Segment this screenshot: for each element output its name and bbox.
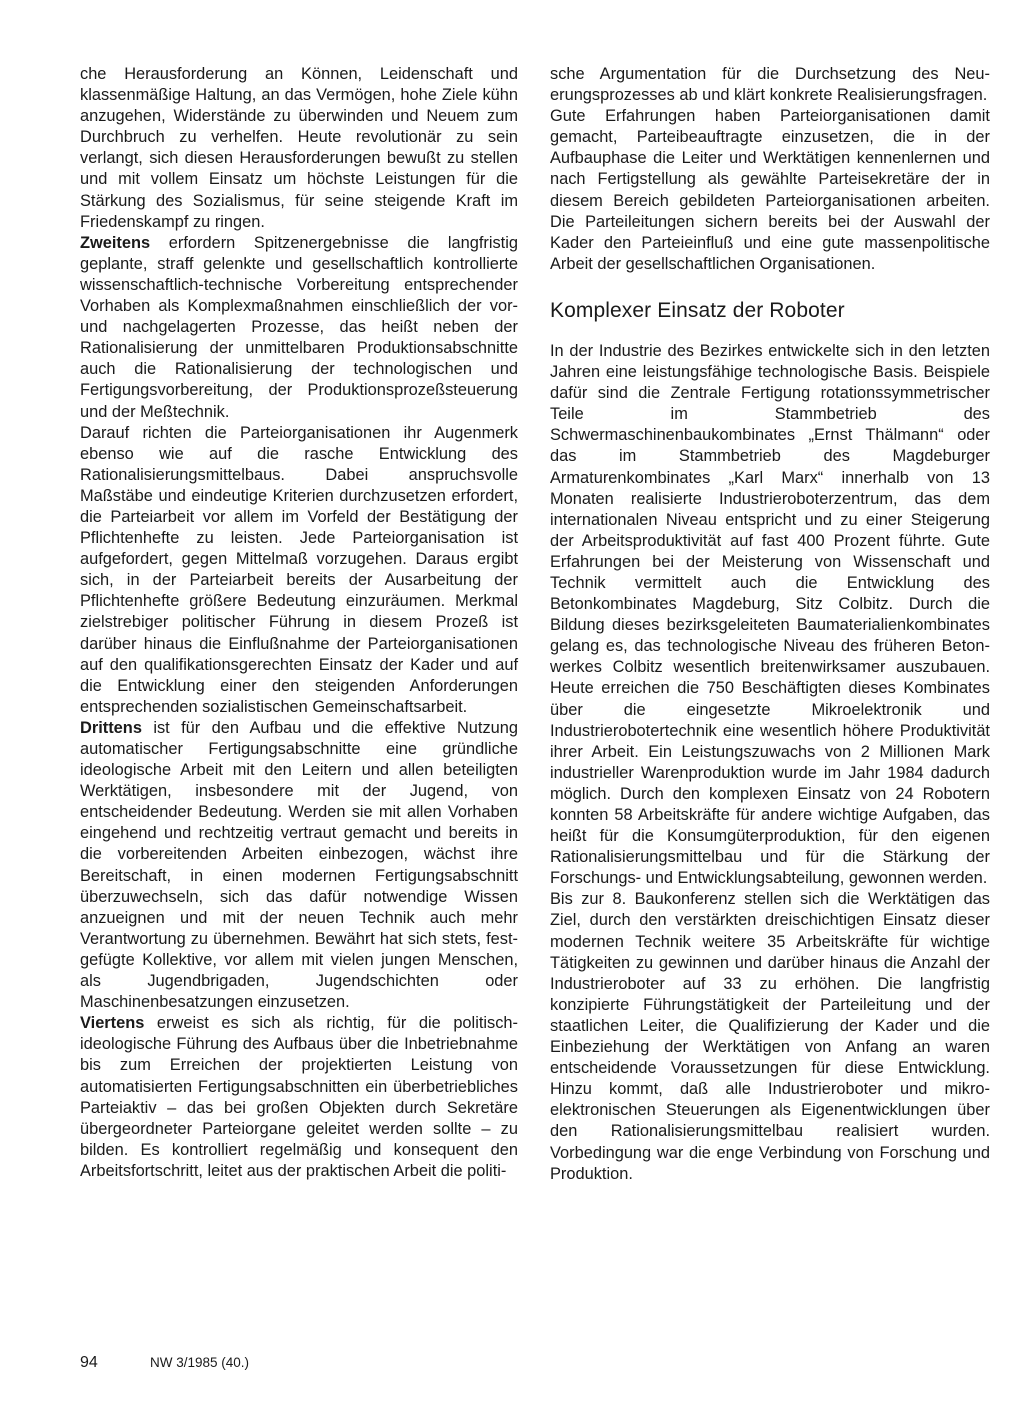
left-paragraph-2-body: erfordern Spitzenergebnisse die langfristig geplante, straff gelenkte und gesellschaftlich kontrollierte wissenschaftlich-technische Vorbereitung entsprechender Vorhaben als Komplexmaßnahmen einschließlich der vor- und nachgelagerten Prozesse, das heißt neben der Rationalisierung der unmittelbaren Produktionsabschnitte auch die Rationalisierung der technologischen und Fertigungsvorbereitung, der Produktionsprozeßsteuerung und der Meßtechnik.	[80, 233, 518, 421]
lead-word-viertens: Viertens	[80, 1014, 145, 1033]
page-number: 94	[80, 1354, 98, 1371]
left-paragraph-5-body: erweist es sich als richtig, für die politisch-ideologische Führung des Aufbaus über die Inbetriebnahme bis zum Erreichen der projektierten Leistung von automatisierten Fertigungsabschnitten ein überbetriebliches Parteiaktiv – das bei großen Objekten durch Sekretäre übergeordneter Parteiorgane geleitet werden sollte – zu bilden. Es kontrolliert regelmäßig und konsequent den Arbeitsfortschritt, leitet aus der praktischen Arbeit die politi-	[80, 1014, 518, 1180]
right-paragraph-3: In der Industrie des Bezirkes entwickelte sich in den letzten Jahren eine leistungsfähige technologische Basis. Beispiele dafür sind die Zentrale Fertigung rotationssymmetrischer Teile im Stammbetrieb des Schwermaschinenbaukombinates „Ernst Thälmann“ oder das im Stammbetrieb des Magdeburger Armaturenkombinates „Karl Marx“ innerhalb von 13 Monaten realisierte Industrieroboterzentrum, das dem internationalen Niveau entspricht und zu einer Steigerung der Arbeitsproduktivität auf fast 400 Prozent führte. Gute Erfahrungen bei der Meisterung von Wissenschaft und Technik vermittelt auch die Entwicklung des Betonkombinates Magdeburg, Sitz Colbitz. Durch die Bildung dieses bezirksgeleiteten Baumaterialienkombinates gelang es, das technologische Niveau des früheren Betonwerkes Colbitz wesentlich breitenwirksamer auszubauen. Heute erreichen die 750 Beschäftigten dieses Kombinates über die eingesetzte Mikroelektronik und Industrierobotertechnik eine wesentlich höhere Produktivität ihrer Arbeit. Ein Leistungszuwachs von 2 Millionen Mark industrieller Warenproduktion wurde im Jahr 1984 dadurch möglich. Durch den komplexen Einsatz von 24 Robotern konnten 58 Arbeitskräfte für andere wichtige Aufgaben, das heißt für die Konsumgüterproduktion, für den eigenen Rationalisierungsmittelbau und für die Stärkung der Forschungs- und Entwicklungsabteilung, gewonnen werden.	[550, 341, 990, 888]
right-column	[550, 64, 990, 1185]
page-footer	[80, 1353, 249, 1373]
section-heading: Komplexer Einsatz der Roboter	[550, 298, 845, 322]
right-paragraph-2: Gute Erfahrungen haben Parteiorganisationen damit gemacht, Parteibeauftragte einzusetzen, die in der Aufbauphase die Leiter und Werktätigen kennenlernen und nach Fertigstellung als gewählte Parteisekretäre der in diesem Bereich gebildeten Parteiorganisationen arbeiten. Die Parteileitungen sichern bereits bei der Auswahl der Kader den Parteieinfluß und eine gute massenpolitische Arbeit der gesellschaftlichen Organisationen.	[550, 107, 990, 273]
left-paragraph-3: Darauf richten die Parteiorganisationen ihr Augenmerk ebenso wie auf die rasche Entwicklung des Rationalisierungsmittelbaus. Dabei anspruchsvolle Maßstäbe und eindeutige Kriterien durchzusetzen erfordert, die Parteiarbeit vor allem im Vorfeld der Bestätigung der Pflichtenhefte zu leisten. Jede Parteiorganisation ist aufgefordert, gegen Mittelmaß vorzugehen. Daraus ergibt sich, in der Parteiarbeit bereits der Ausarbeitung der Pflichtenhefte größere Bedeutung einzuräumen. Merkmal zielstrebiger politischer Führung in diesem Prozeß ist darüber hinaus die Einflußnahme der Parteiorganisationen auf den qualifikationsgerechten Einsatz der Kader und auf die Entwicklung einer den steigenden Anforderungen entsprechenden sozialistischen Gemeinschaftsarbeit.	[80, 423, 518, 716]
left-paragraph-2	[80, 233, 518, 423]
left-paragraph-5	[80, 1013, 518, 1182]
lead-word-drittens: Drittens	[80, 718, 142, 737]
left-column	[80, 64, 518, 1182]
lead-word-zweitens: Zweitens	[80, 233, 151, 252]
issue-label: NW 3/1985 (40.)	[150, 1355, 250, 1370]
left-paragraph-4	[80, 718, 518, 1013]
left-paragraph-4-body: ist für den Aufbau und die effektive Nutzung automatischer Fertigungsabschnitte eine gründliche ideologische Arbeit mit den Leitern und allen beteiligten Werktätigen, insbesondere mit der Jugend, von entscheidender Bedeutung. Werden sie mit allen Vorhaben eingehend und rechtzeitig vertraut gemacht und bereits in die vorbereitenden Arbeiten einbezogen, wächst ihre Bereitschaft, in einen modernen Fertigungsabschnitt überzuwechseln, sich das dafür notwendige Wissen anzueignen und mit der neuen Technik auch mehr Verantwortung zu übernehmen. Bewährt hat sich stets, festgefügte Kollektive, vor allem mit vielen jungen Menschen, als Jugendbrigaden, Jugendschichten oder Maschinenbesatzungen einzusetzen.	[80, 718, 518, 1012]
right-paragraph-1: sche Argumentation für die Durchsetzung des Neuerungsprozesses ab und klärt konkrete Realisierungsfragen.	[550, 65, 990, 105]
left-paragraph-1: che Herausforderung an Können, Leidenschaft und klassenmäßige Haltung, an das Vermögen, hohe Ziele kühn anzugehen, Widerstände zu überwinden und Neuem zum Durchbruch zu verhelfen. Heute revolutionär zu sein verlangt, sich diesen Herausforderungen bewußt zu stellen und mit vollem Einsatz um höchste Leistungen für die Stärkung des Sozialismus, für seine steigende Kraft im Friedenskampf zu ringen.	[80, 65, 518, 231]
right-paragraph-4: Bis zur 8. Baukonferenz stellen sich die Werktätigen das Ziel, durch den verstärkten dreischichtigen Einsatz dieser modernen Technik weitere 35 Arbeitskräfte für wichtige Tätigkeiten zu gewinnen und darüber hinaus die Anzahl der Industrieroboter auf 33 zu erhöhen. Die langfristig konzipierte Führungstätigkeit der Parteileitung und der staatlichen Leiter, die Qualifizierung der Kader und die Einbeziehung der Werktätigen von Anfang an waren entscheidende Voraussetzungen für diese Entwicklung. Hinzu kommt, daß alle Industrieroboter und mikroelektronischen Steuerungen als Eigenentwicklungen über den Rationalisierungsmittelbau realisiert wurden. Vorbedingung war die enge Verbindung von Forschung und Produktion.	[550, 890, 990, 1183]
